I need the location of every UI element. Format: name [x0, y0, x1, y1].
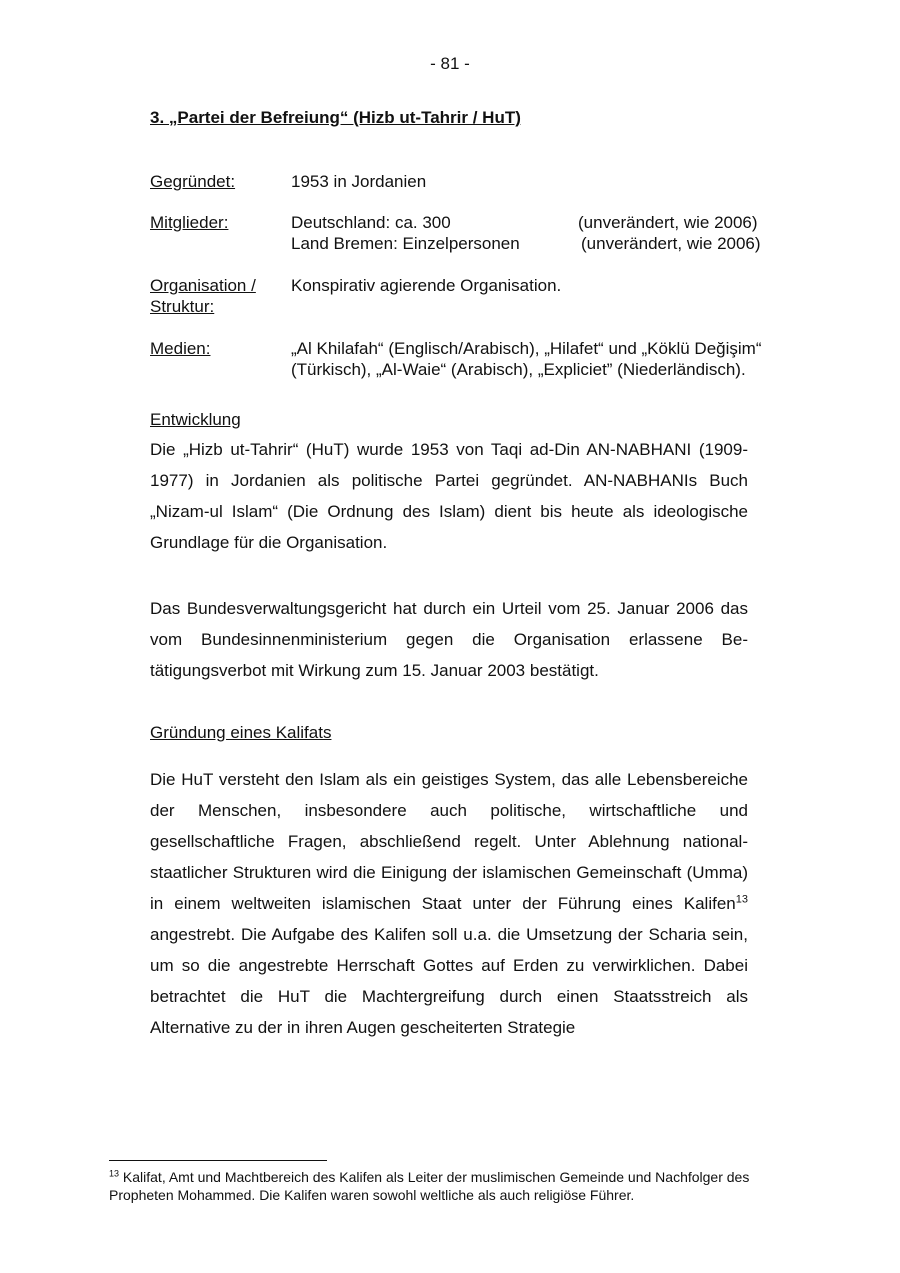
caliphate-paragraph-part2: angestrebt. Die Aufgabe des Kalifen soll u.a. die Umsetzung der Scharia sein, um so die angestrebte Herrschaft Gottes auf Erden zu verwirklichen. Dabei betrachtet die HuT die Machtergreifung durch einen Staatsstreich als Alternative zu der in ihren Augen gescheiterten Strategie — [150, 925, 748, 1037]
footnote-divider — [109, 1160, 327, 1161]
section-title: 3. „Partei der Befreiung“ (Hizb ut-Tahrir / HuT) — [150, 108, 521, 127]
media-value-line1: „Al Khilafah“ (Englisch/Arabisch), „Hilafet“ und „Köklü Değişim“ — [291, 339, 762, 358]
footnote-ref[interactable]: 13 — [735, 893, 748, 906]
caliphate-paragraph-part1: Die HuT versteht den Islam als ein geistiges System, das alle Lebensbereiche der Menschen, insbesondere auch politische, wirtschaftliche und gesellschaftliche Fragen, abschließend regelt. Unter Ablehnung nationalstaatlicher Strukturen wird die Einigung der islamischen Gemeinschaft (Umma) in einem weltweiten islamischen Staat unter der Führung eines Kalifen — [150, 770, 748, 913]
media-value-line2: (Türkisch), „Al-Waie“ (Arabisch), „Expliciet” (Niederländisch). — [291, 360, 746, 379]
page-number: - 81 - — [430, 54, 470, 73]
footnote-number: 13 — [109, 1168, 120, 1179]
media-label: Medien: — [150, 339, 211, 358]
footnote-text: Kalifat, Amt und Machtbereich des Kalifen als Leiter der muslimischen Gemeinde und Nachfolger des Propheten Mohammed. Die Kalifen waren sowohl weltliche als auch religiöse Führer. — [109, 1169, 750, 1203]
organisation-value: Konspirativ agierende Organisation. — [291, 276, 562, 295]
development-paragraph-2: Das Bundesverwaltungsgericht hat durch ein Urteil vom 25. Januar 2006 das vom Bundesinnenministerium gegen die Organisation erlassene Betätigungsverbot mit Wirkung zum 15. Januar 2003 bestätigt. — [150, 599, 748, 680]
footnote — [109, 1168, 799, 1204]
members-germany-note: (unverändert, wie 2006) — [578, 213, 758, 232]
members-bremen-note: (unverändert, wie 2006) — [581, 234, 761, 253]
members-label: Mitglieder: — [150, 213, 229, 232]
members-bremen-value: Land Bremen: Einzelpersonen — [291, 234, 520, 253]
caliphate-paragraph — [150, 764, 748, 1043]
organisation-label-line2: Struktur: — [150, 297, 215, 316]
founded-value: 1953 in Jordanien — [291, 172, 427, 191]
members-germany-value: Deutschland: ca. 300 — [291, 213, 451, 232]
development-paragraph-1: Die „Hizb ut-Tahrir“ (HuT) wurde 1953 von Taqi ad-Din AN-NABHANI (1909-1977) in Jordanien als politische Partei gegründet. AN-NABHANIs Buch „Nizam-ul Islam“ (Die Ordnung des Islam) dient bis heute als ideologische Grundlage für die Organisation. — [150, 440, 748, 552]
organisation-label-line1: Organisation / — [150, 276, 256, 295]
caliphate-heading: Gründung eines Kalifats — [150, 723, 332, 742]
founded-label: Gegründet: — [150, 172, 236, 191]
development-heading: Entwicklung — [150, 410, 241, 429]
